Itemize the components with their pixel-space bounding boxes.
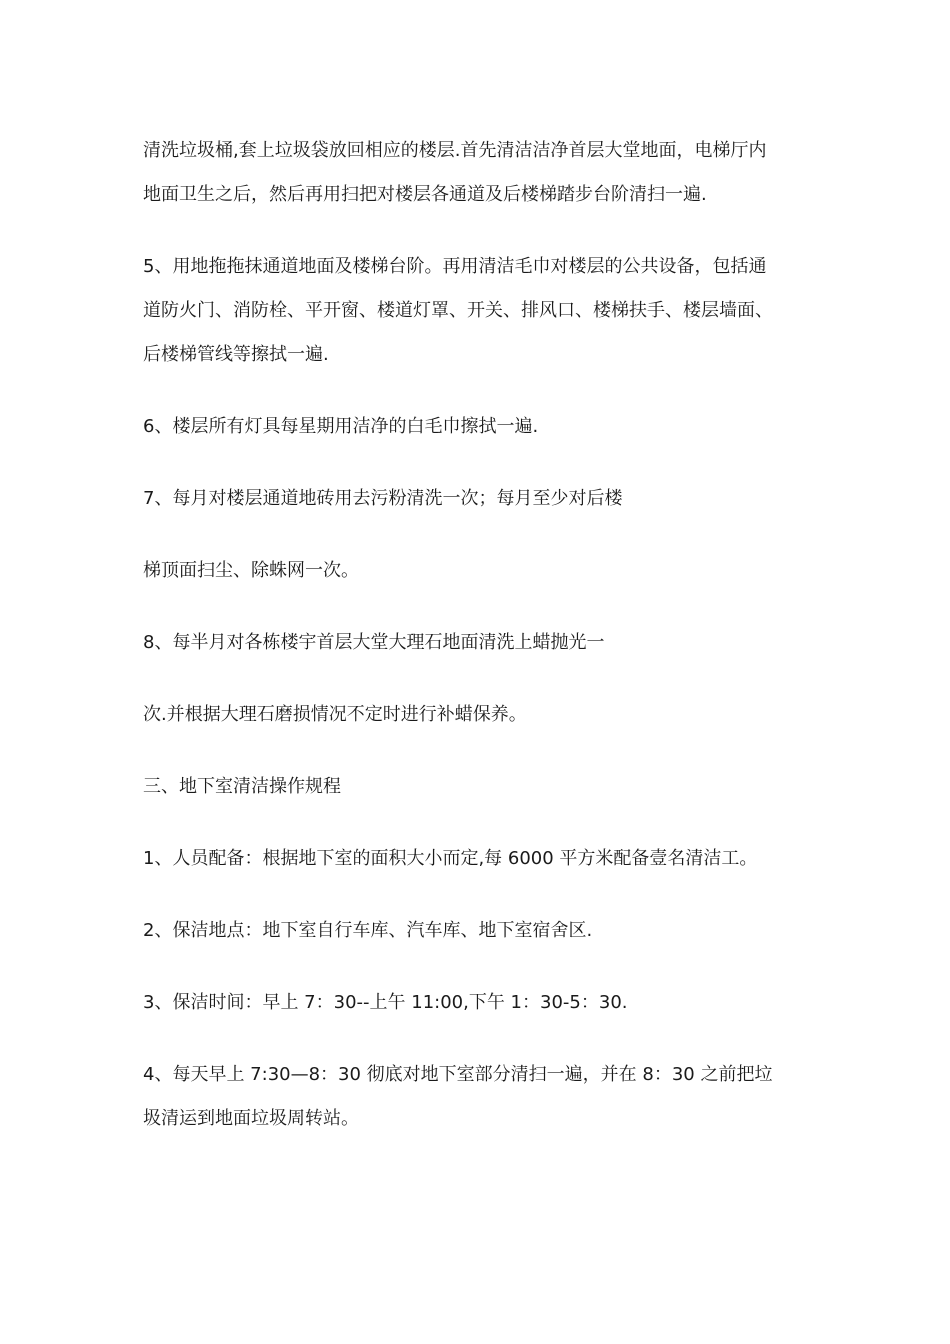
paragraph-basement-1 [143,837,815,881]
text-line: 道防火门、消防栓、平开窗、楼道灯罩、开关、排风口、楼梯扶手、楼层墙面、 [143,300,773,321]
text-line: 地面卫生之后，然后再用扫把对楼层各通道及后楼梯踏步台阶清扫一遍. [143,184,707,205]
text-line: 4、每天早上 7:30—8：30 彻底对地下室部分清扫一遍，并在 8：30 之前把垃 [143,1064,773,1085]
text-line: 2、保洁地点：地下室自行车库、汽车库、地下室宿舍区. [143,920,593,941]
text-line: 圾清运到地面垃圾周转站。 [143,1108,359,1129]
text-line: 1、人员配备：根据地下室的面积大小而定,每 6000 平方米配备壹名清洁工。 [143,848,758,869]
document-body [143,129,815,1141]
paragraph-cleaning-bins [143,129,815,217]
text-line: 三、地下室清洁操作规程 [143,776,341,797]
text-line: 7、每月对楼层通道地砖用去污粉清洗一次；每月至少对后楼 [143,488,623,509]
paragraph-item-5 [143,245,815,377]
paragraph-item-6 [143,405,815,449]
paragraph-basement-4 [143,1053,815,1141]
section-heading-basement [143,765,815,809]
text-line: 次.并根据大理石磨损情况不定时进行补蜡保养。 [143,704,527,725]
paragraph-item-7-continued [143,549,815,593]
text-line: 清洗垃圾桶,套上垃圾袋放回相应的楼层.首先清洁洁净首层大堂地面，电梯厅内 [143,140,767,161]
paragraph-item-8 [143,621,815,665]
text-line: 3、保洁时间：早上 7：30--上午 11:00,下午 1：30-5：30. [143,992,628,1013]
paragraph-item-7 [143,477,815,521]
paragraph-item-8-continued [143,693,815,737]
paragraph-basement-2 [143,909,815,953]
text-line: 后楼梯管线等擦拭一遍. [143,344,329,365]
text-line: 6、楼层所有灯具每星期用洁净的白毛巾擦拭一遍. [143,416,539,437]
text-line: 梯顶面扫尘、除蛛网一次。 [143,560,359,581]
paragraph-basement-3 [143,981,815,1025]
text-line: 5、用地拖拖抹通道地面及楼梯台阶。再用清洁毛巾对楼层的公共设备，包括通 [143,256,767,277]
text-line: 8、每半月对各栋楼宇首层大堂大理石地面清洗上蜡抛光一 [143,632,605,653]
